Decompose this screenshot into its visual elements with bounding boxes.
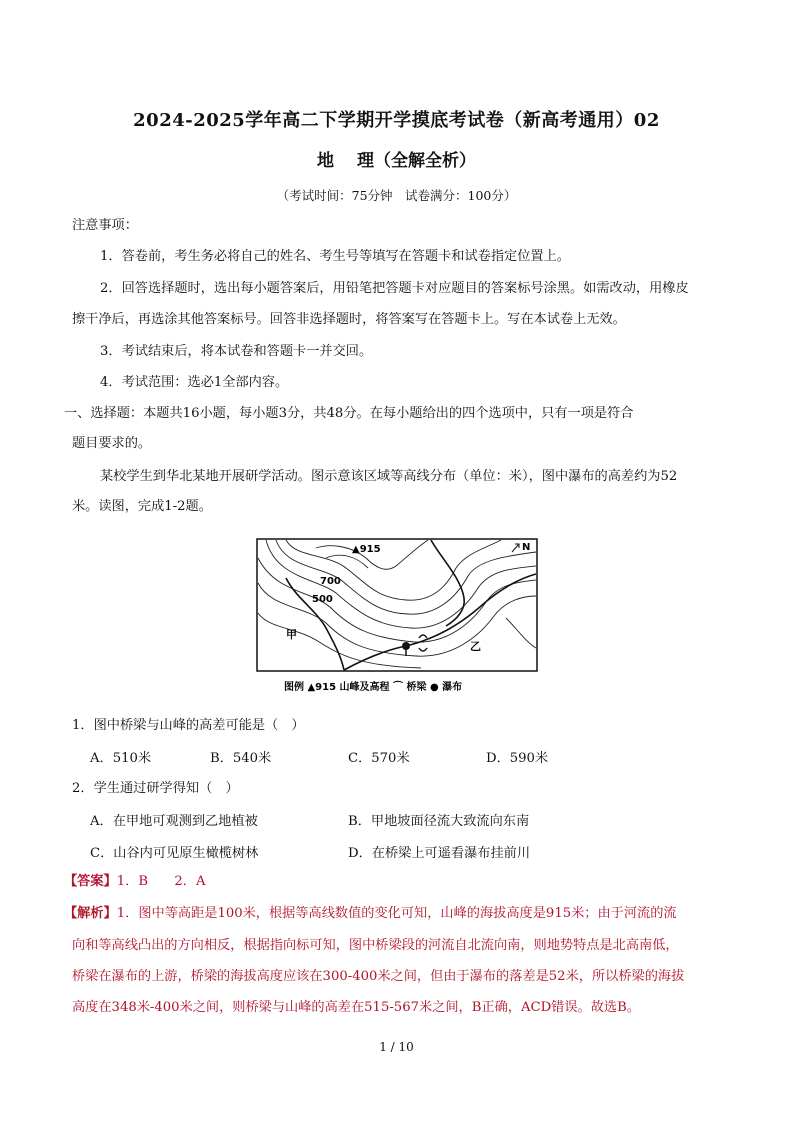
q1-option-a: A．510米 (90, 751, 152, 766)
notice-item: 擦干净后，再选涂其他答案标号。回答非选择题时，将答案写在答题卡上。写在本试卷上无效。 (72, 312, 626, 327)
q2-option-b: B．甲地坡面径流大致流向东南 (348, 814, 530, 829)
section-heading: 一、选择题：本题共16小题，每小题3分，共48分。在每小题给出的四个选项中，只有一项是符合 (64, 406, 634, 421)
notice-item: 3．考试结束后，将本试卷和答题卡一并交回。 (100, 344, 373, 359)
q1-option-c: C．570米 (348, 751, 410, 766)
map-legend: 图例 ▲915 山峰及高程 ⌒ 桥梁 ● 瀑布 (284, 682, 463, 693)
place-jia-label: 甲 (286, 628, 297, 641)
page-subtitle: 地 理（全解全析） (317, 151, 476, 171)
page-title: 2024-2025学年高二下学期开学摸底考试卷（新高考通用）02 (133, 110, 660, 131)
notice-item: 4．考试范围：选必1全部内容。 (100, 375, 289, 390)
question-stem: 某校学生到华北某地开展研学活动。图示意该区域等高线分布（单位：米），图中瀑布的高差约为52 (100, 469, 678, 484)
q2-option-a: A．在甲地可观测到乙地植被 (90, 814, 258, 829)
exam-info: （考试时间：75分钟 试卷满分：100分） (276, 188, 517, 203)
notice-item: 2．回答选择题时，选出每小题答案后，用铅笔把答题卡对应题目的答案标号涂黑。如需改动，用橡皮 (100, 281, 689, 296)
notice-heading: 注意事项： (72, 218, 138, 233)
q1-option-b: B．540米 (210, 751, 272, 766)
question-1-stem: 1．图中桥梁与山峰的高差可能是（ ） (72, 718, 305, 733)
contour-map (256, 538, 538, 698)
analysis-text: 1．图中等高距是100米，根据等高线数值的变化可知，山峰的海拔高度是915米；由于河流的流 (116, 906, 677, 921)
q2-option-d: D．在桥梁上可遥看瀑布挂前川 (348, 846, 531, 861)
peak-label: ▲915 (352, 544, 381, 555)
question-stem-cont: 米。读图，完成1-2题。 (72, 499, 212, 514)
analysis-key: 【解析】 (64, 906, 117, 921)
q1-option-d: D．590米 (486, 751, 549, 766)
contour-label-700: 700 (320, 576, 341, 587)
analysis-text: 桥梁在瀑布的上游，桥梁的海拔高度应该在300-400米之间，但由于瀑布的落差是52米，所以桥梁的海拔 (72, 969, 685, 984)
analysis-text: 向和等高线凸出的方向相反，根据指向标可知，图中桥梁段的河流自北流向南，则地势特点是北高南低， (72, 938, 679, 953)
analysis-line (64, 904, 677, 924)
notice-item: 1．答卷前，考生务必将自己的姓名、考生号等填写在答题卡和试卷指定位置上。 (100, 249, 570, 264)
contour-label-500: 500 (312, 594, 333, 605)
answer-text: 1．B 2．A (116, 874, 206, 889)
answer-line (64, 872, 206, 892)
q2-option-c: C．山谷内可见原生橄榄树林 (90, 846, 259, 861)
page-number: 1 / 10 (379, 1040, 414, 1054)
answer-key: 【答案】 (64, 874, 117, 889)
analysis-text: 高度在348米-400米之间，则桥梁与山峰的高差在515-567米之间，B正确，ACD错误。故选B。 (72, 1000, 640, 1015)
section-heading-cont: 题目要求的。 (72, 436, 152, 451)
north-arrow: N (522, 542, 531, 553)
place-yi-label: 乙 (470, 640, 481, 653)
question-2-stem: 2．学生通过研学得知（ ） (72, 781, 239, 796)
